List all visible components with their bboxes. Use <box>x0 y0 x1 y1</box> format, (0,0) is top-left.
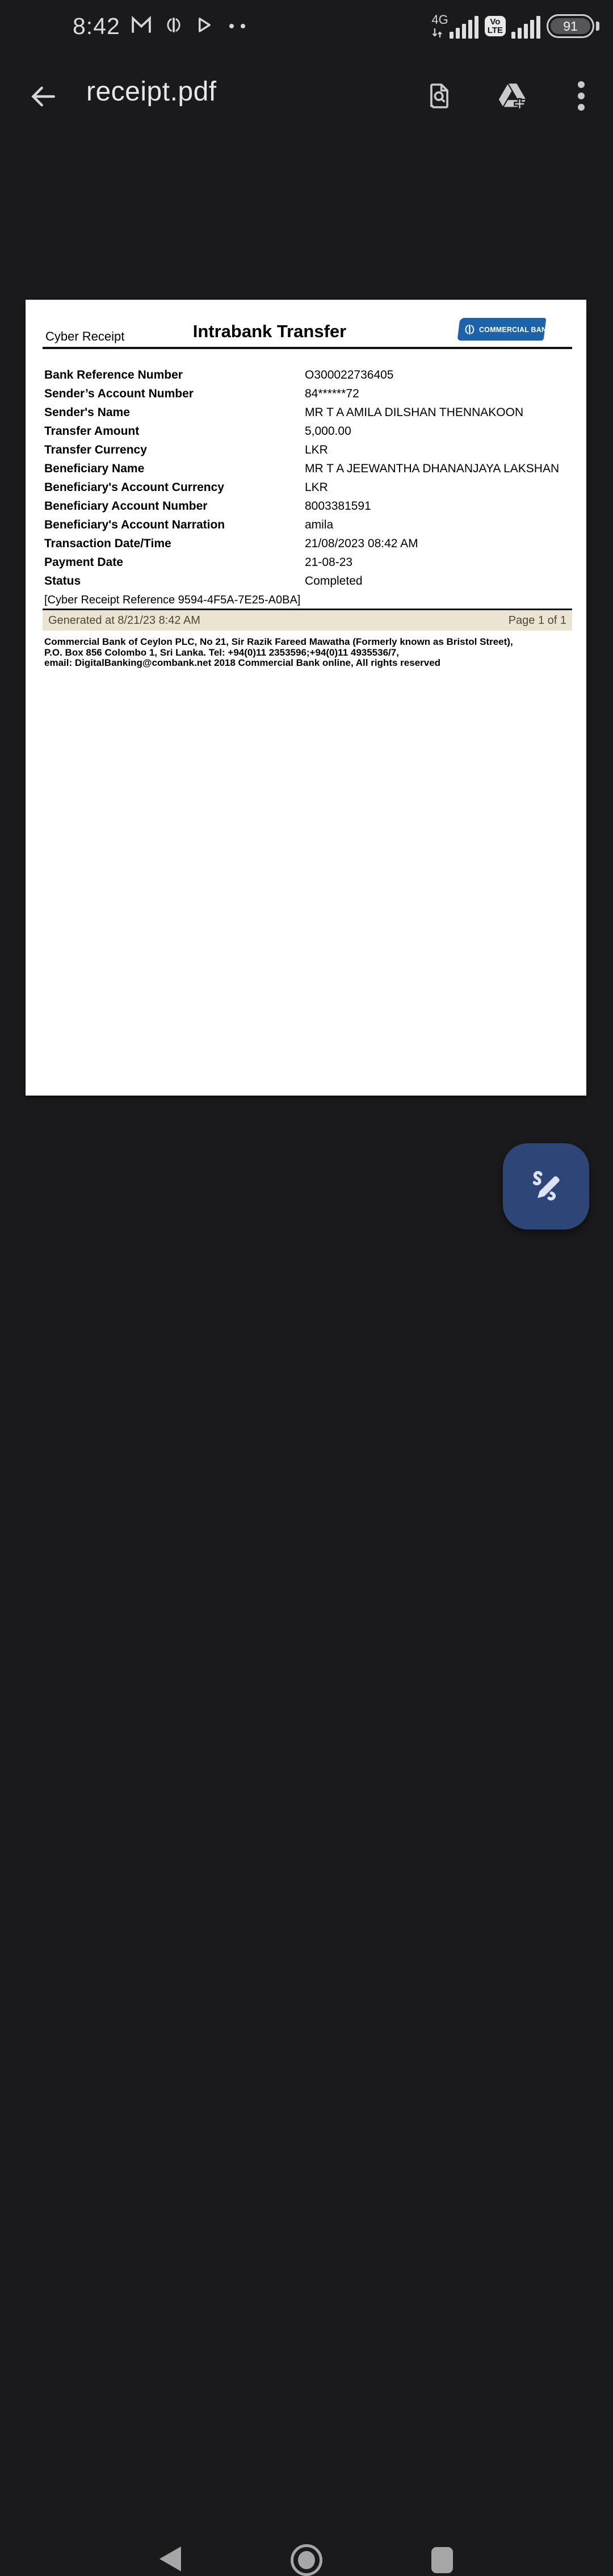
field-label: Beneficiary Name <box>44 462 145 475</box>
bank-logo <box>457 318 552 341</box>
battery-indicator <box>547 14 599 38</box>
field-row <box>44 478 572 497</box>
field-row <box>44 572 572 590</box>
document-title: receipt.pdf <box>86 77 217 107</box>
find-in-document-button[interactable] <box>423 78 455 114</box>
data-arrows-icon <box>431 27 444 39</box>
bank-logo-text: COMMERCIAL BANK <box>479 325 552 333</box>
field-value: LKR <box>305 480 328 494</box>
footer-line: email: DigitalBanking@combank.net 2018 Commercial Bank online, All rights reserved <box>44 657 441 668</box>
nav-home-icon <box>298 2551 315 2569</box>
signal-bars-icon <box>450 14 479 39</box>
receipt-title: Intrabank Transfer <box>192 321 347 341</box>
field-row <box>44 366 572 384</box>
commercial-bank-emblem-icon <box>463 323 476 336</box>
sim1-signal <box>431 14 478 39</box>
bank-address-footer <box>44 637 555 669</box>
back-button[interactable] <box>27 81 59 112</box>
field-row <box>44 459 572 478</box>
volte-badge: Vo LTE <box>485 16 506 36</box>
field-value: MR T A JEEWANTHA DHANANJAYA LAKSHAN <box>305 462 560 475</box>
field-label: Status <box>44 574 81 588</box>
nav-back-button[interactable] <box>158 2546 182 2573</box>
status-bar <box>0 0 613 52</box>
overflow-menu-button[interactable] <box>565 78 597 114</box>
bank-app-icon <box>163 15 184 37</box>
field-label: Transaction Date/Time <box>44 536 171 550</box>
signal-bars-icon-2 <box>511 14 541 39</box>
field-value: LKR <box>305 443 328 456</box>
field-label: Sender's Name <box>44 405 130 419</box>
annotate-fab-button[interactable] <box>503 1143 589 1230</box>
field-value: 8003381591 <box>305 499 371 513</box>
field-label: Bank Reference Number <box>44 368 183 381</box>
gmail-icon <box>131 15 152 37</box>
clock: 8:42 <box>73 12 120 39</box>
system-nav-bar <box>0 1266 613 1328</box>
field-value: 5,000.00 <box>305 424 351 438</box>
field-value: 21-08-23 <box>305 555 353 569</box>
nav-back-triangle-icon <box>158 2546 182 2573</box>
overflow-menu-icon <box>578 80 585 112</box>
find-in-page-icon <box>425 80 454 112</box>
more-notifications-dots-icon <box>229 24 245 28</box>
footer-line: Commercial Bank of Ceylon PLC, No 21, Sir Razik Fareed Mawatha (Formerly known as Bristol Street), <box>44 636 513 647</box>
receipt-fields <box>44 366 572 590</box>
field-value: 84******72 <box>305 387 359 400</box>
field-row <box>44 384 572 403</box>
field-label: Payment Date <box>44 555 123 569</box>
field-label: Beneficiary's Account Narration <box>44 518 225 531</box>
generated-at-text: Generated at 8/21/23 8:42 AM <box>48 614 200 627</box>
footer-line: P.O. Box 856 Colombo 1, Sri Lanka. Tel: +94(0)11 2353596;+94(0)11 4935536/7, <box>44 647 399 658</box>
field-row <box>44 497 572 515</box>
stylus-note-icon <box>524 1164 568 1209</box>
status-indicators <box>431 14 599 39</box>
field-row <box>44 515 572 534</box>
media-play-icon <box>195 16 212 37</box>
cyber-receipt-reference: [Cyber Receipt Reference 9594-4F5A-7E25-A0BA] <box>44 594 301 606</box>
nav-home-button[interactable] <box>291 2544 322 2576</box>
field-label: Transfer Currency <box>44 443 147 456</box>
add-to-drive-button[interactable] <box>496 78 528 114</box>
battery-icon <box>547 14 594 38</box>
field-row <box>44 534 572 553</box>
field-row <box>44 553 572 572</box>
field-label: Beneficiary's Account Currency <box>44 480 224 494</box>
field-value: O300022736405 <box>305 368 394 381</box>
field-value: MR T A AMILA DILSHAN THENNAKOON <box>305 405 524 419</box>
field-value: 21/08/2023 08:42 AM <box>305 536 418 550</box>
add-to-drive-icon <box>497 82 527 110</box>
nav-recents-button[interactable] <box>431 2547 453 2573</box>
page-indicator: Page 1 of 1 <box>508 614 566 627</box>
network-type-label: 4G <box>431 12 448 27</box>
app-bar <box>0 64 613 132</box>
generated-bar <box>43 610 572 631</box>
field-row <box>44 403 572 422</box>
field-label: Transfer Amount <box>44 424 140 438</box>
field-value: Completed <box>305 574 363 588</box>
field-label: Beneficiary Account Number <box>44 499 208 513</box>
notification-icons <box>131 15 245 37</box>
field-row <box>44 440 572 459</box>
field-row <box>44 422 572 440</box>
header-divider <box>43 347 572 349</box>
back-arrow-icon <box>27 81 59 112</box>
field-label: Sender’s Account Number <box>44 387 194 400</box>
field-value: amila <box>305 518 334 531</box>
doc-type-label: Cyber Receipt <box>45 329 125 343</box>
battery-percent: 91 <box>563 18 578 33</box>
